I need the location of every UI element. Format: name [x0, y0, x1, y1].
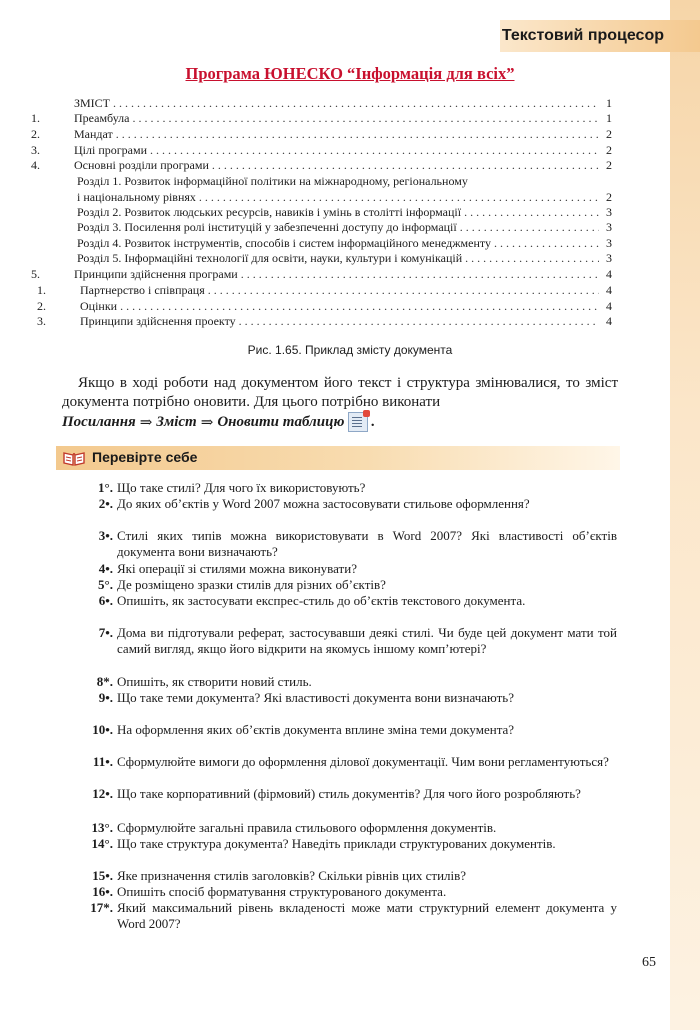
question-text: Який максимальний рівень вкладеності може мати структурний елемент документа у Word 2007?	[117, 900, 617, 931]
question-text: Що таке структура документа? Наведіть приклади структурованих документів.	[117, 836, 556, 851]
toc-number: 3.	[37, 314, 46, 328]
toc-leader	[116, 127, 599, 142]
toc-page: 1	[606, 111, 612, 125]
toc-leader	[150, 143, 599, 158]
nav-arrow: ⇒	[200, 414, 214, 431]
toc-line	[31, 127, 612, 142]
toc-line	[77, 190, 612, 205]
toc-leader	[465, 251, 599, 266]
toc-page: 4	[606, 283, 612, 297]
toc-page: 2	[606, 143, 612, 157]
nav-step-toc: Зміст	[156, 413, 197, 430]
page-number: 65	[642, 955, 656, 970]
toc-line	[77, 205, 612, 220]
toc-leader	[464, 205, 599, 220]
toc-leader	[120, 299, 599, 314]
question-text: Яке призначення стилів заголовків? Скільки рівнів цих стилів?	[117, 868, 467, 883]
toc-leader	[460, 220, 599, 235]
toc-page: 2	[606, 158, 612, 172]
toc-page: 1	[606, 96, 612, 110]
nav-step-references: Посилання	[62, 413, 136, 430]
question-text: Опишіть, як застосувати експрес-стиль до об’єктів текстового документа.	[117, 593, 526, 608]
toc-text: Розділ 1. Розвиток інформаційної політики на міжнародному, регіональному	[77, 174, 468, 188]
toc-leader	[239, 314, 599, 329]
toc-line	[31, 111, 612, 126]
toc-line	[31, 158, 612, 173]
doc-title: Програма ЮНЕСКО “Інформація для всіх”	[185, 64, 515, 83]
toc-line	[77, 236, 612, 251]
toc-text: Розділ 3. Посилення ролі інституцій у забезпеченні доступу до інформації	[77, 220, 457, 234]
toc-line	[77, 251, 612, 266]
nav-end: .	[371, 413, 376, 430]
question-number: 17*.	[90, 900, 113, 915]
toc-text: Партнерство і співпраця	[80, 283, 205, 297]
toc-page: 3	[606, 251, 612, 265]
toc-page: 2	[606, 127, 612, 141]
question-text: Дома ви підготували реферат, застосувавши деякі стилі. Чи буде цей документ мати той самий вигляд, якщо його відкрити на якомусь іншому комп’ютері?	[117, 625, 617, 656]
toc-text: Принципи здійснення проекту	[80, 314, 236, 328]
toc-leader	[241, 267, 599, 282]
question-number: 9•.	[98, 690, 113, 705]
toc-page: 2	[606, 190, 612, 204]
question-number: 7•.	[98, 625, 113, 640]
question-text: Що таке корпоративний (фірмовий) стиль документів? Для чого його розробляють?	[117, 786, 581, 801]
nav-step-update: Оновити таблицю	[217, 413, 345, 430]
question-number: 12•.	[92, 786, 113, 801]
toc-page: 3	[606, 220, 612, 234]
question-text: Що таке стилі? Для чого їх використовують?	[117, 480, 366, 495]
toc-line	[77, 174, 612, 189]
toc-number: 1.	[37, 283, 46, 297]
toc-line	[37, 314, 612, 329]
toc-leader	[212, 158, 599, 173]
toc-text: Розділ 4. Розвиток інструментів, способів і систем інформаційного менеджменту	[77, 236, 491, 250]
question-number: 3•.	[98, 528, 113, 543]
question-number: 15•.	[92, 868, 113, 883]
toc-page: 4	[606, 299, 612, 313]
body-paragraph: Якщо в ході роботи над документом його текст і структура змінювалися, то зміст документа потрібно оновити. Для цього потрібно виконати	[62, 375, 618, 410]
side-strip	[670, 0, 700, 1030]
toc-leader	[199, 190, 599, 205]
toc-text: ЗМІСТ	[74, 96, 111, 110]
question-text: Сформулюйте загальні правила стильового оформлення документів.	[117, 820, 497, 835]
toc-line	[37, 299, 612, 314]
toc-text: Розділ 2. Розвиток людських ресурсів, навиків і умінь в столітті інформації	[77, 205, 462, 219]
question-text: Сформулюйте вимоги до оформлення ділової документації. Чим вони регламентуються?	[117, 754, 609, 769]
self-check-title: Перевірте себе	[92, 449, 198, 465]
header-title: Текстовий процесор	[501, 27, 664, 44]
open-book-icon	[62, 449, 86, 467]
toc-line	[37, 283, 612, 298]
question-number: 1°.	[98, 480, 113, 495]
question-text: На оформлення яких об’єктів документа вплине зміна теми документа?	[117, 722, 515, 737]
toc-number: 2.	[37, 299, 46, 313]
toc-text: Оцінки	[80, 299, 118, 313]
question-number: 10•.	[92, 722, 113, 737]
toc-leader	[133, 111, 600, 126]
toc-number: 2.	[31, 127, 40, 141]
question-number: 6•.	[98, 593, 113, 608]
toc-number: 3.	[31, 143, 40, 157]
question-number: 4•.	[98, 561, 113, 576]
question-text: До яких об’єктів у Word 2007 можна застосовувати стильове оформлення?	[117, 496, 530, 511]
question-number: 14°.	[91, 836, 113, 851]
toc-leader	[208, 283, 599, 298]
toc-text: і національному рівнях	[77, 190, 196, 204]
toc-line	[77, 220, 612, 235]
toc-line	[74, 96, 612, 111]
toc-text: Основні розділи програми	[74, 158, 209, 172]
toc-leader	[113, 96, 599, 111]
question-number: 16•.	[92, 884, 113, 899]
question-number: 11•.	[92, 754, 113, 769]
toc-number: 5.	[31, 267, 40, 281]
question-number: 2•.	[98, 496, 113, 511]
toc-text: Розділ 5. Інформаційні технології для освіти, науки, культури і комунікацій	[77, 251, 463, 265]
toc-number: 1.	[31, 111, 40, 125]
toc-text: Преамбула	[74, 111, 130, 125]
self-check-bar	[56, 446, 620, 470]
question-number: 5°.	[98, 577, 113, 592]
toc-page: 4	[606, 314, 612, 328]
toc-page: 4	[606, 267, 612, 281]
toc-line	[31, 267, 612, 282]
question-number: 13°.	[91, 820, 113, 835]
toc-line	[31, 143, 612, 158]
update-table-icon	[348, 412, 368, 432]
question-text: Опишіть спосіб форматування структурованого документа.	[117, 884, 447, 899]
toc-page: 3	[606, 205, 612, 219]
toc-text: Принципи здійснення програми	[74, 267, 238, 281]
toc-page: 3	[606, 236, 612, 250]
question-text: Де розміщено зразки стилів для різних об’єктів?	[117, 577, 386, 592]
question-number: 8*.	[96, 674, 113, 689]
nav-path	[62, 412, 375, 432]
figure-caption: Рис. 1.65. Приклад змісту документа	[247, 343, 453, 357]
toc-text: Цілі програми	[74, 143, 148, 157]
nav-arrow: ⇒	[139, 414, 153, 431]
question-text: Стилі яких типів можна використовувати в Word 2007? Які властивості об’єктів документа вони визначають?	[117, 528, 617, 559]
toc-leader	[494, 236, 599, 251]
question-text: Опишіть, як створити новий стиль.	[117, 674, 312, 689]
toc-text: Мандат	[74, 127, 113, 141]
question-text: Що таке теми документа? Які властивості документа вони визначають?	[117, 690, 514, 705]
question-text: Які операції зі стилями можна виконувати?	[117, 561, 357, 576]
toc-number: 4.	[31, 158, 40, 172]
